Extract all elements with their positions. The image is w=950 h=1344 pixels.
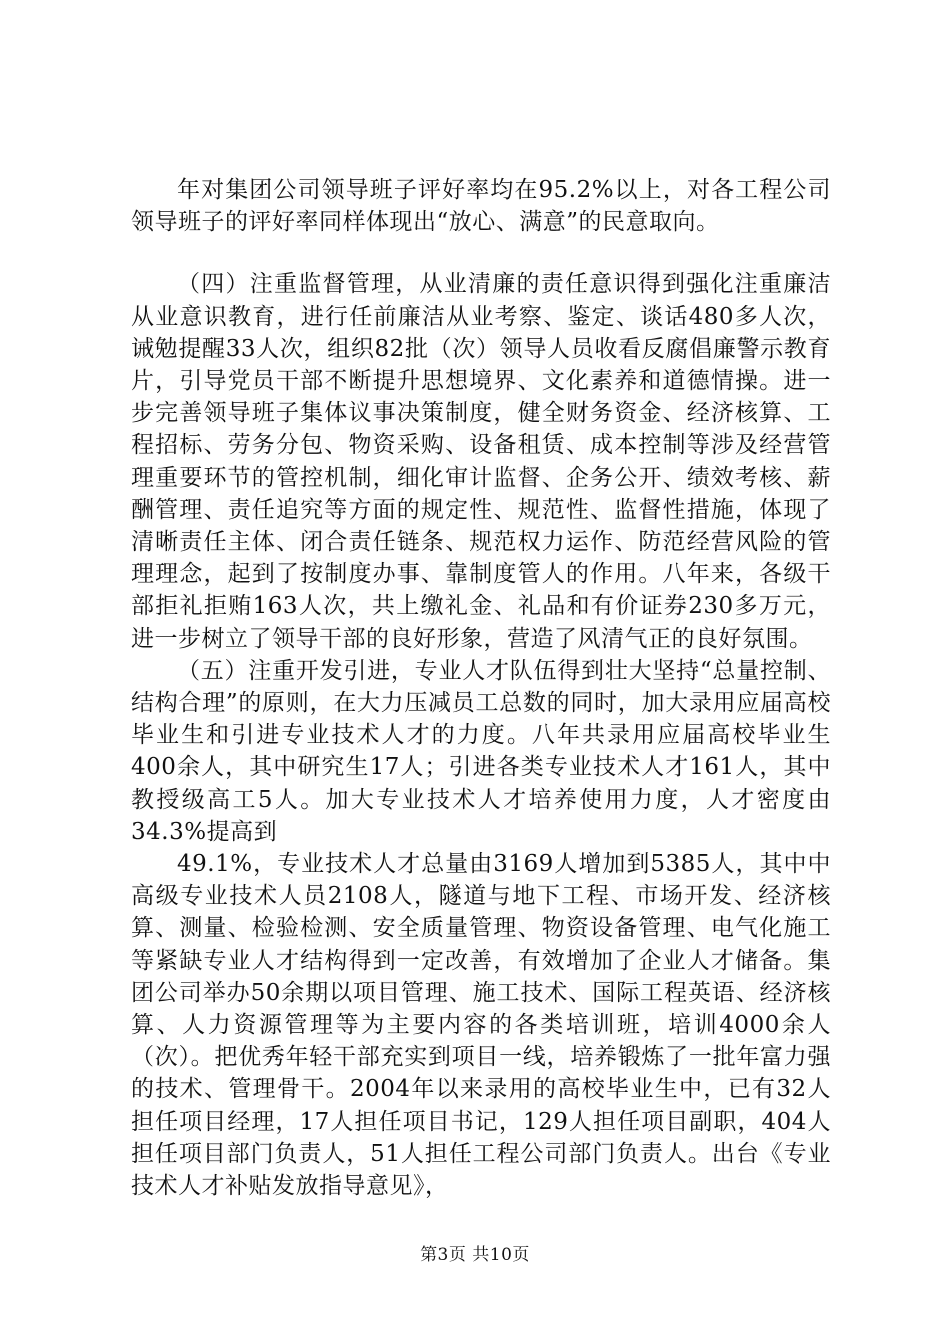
document-body xyxy=(131,174,831,1202)
paragraph-supervision-management: （四）注重监督管理，从业清廉的责任意识得到强化注重廉洁从业意识教育，进行任前廉洁从业考察、鉴定、谈话480多人次，诫勉提醒33人次，组织82批（次）领导人员收看反腐倡廉警示教育片，引导党员干部不断提升思想境界、文化素养和道德情操。进一步完善领导班子集体议事决策制度，健全财务资金、经济核算、工程招标、劳务分包、物资采购、设备租赁、成本控制等涉及经营管理重要环节的管控机制，细化审计监督、企务公开、绩效考核、薪酬管理、责任追究等方面的规定性、规范性、监督性措施，体现了清晰责任主体、闭合责任链条、规范权力运作、防范经营风险的管理理念，起到了按制度办事、靠制度管人的作用。八年来，各级干部拒礼拒贿163人次，共上缴礼金、礼品和有价证券230多万元，进一步树立了领导干部的良好形象，营造了风清气正的良好氛围。 xyxy=(131,271,831,652)
paragraph-talent-statistics: 49.1%，专业技术人才总量由3169人增加到5385人，其中中高级专业技术人员2108人，隧道与地下工程、市场开发、经济核算、测量、检验检测、安全质量管理、物资设备管理、电气化施工等紧缺专业人才结构得到一定改善，有效增加了企业人才储备。集团公司举办50余期以项目管理、施工技术、国际工程英语、经济核算、人力资源管理等为主要内容的各类培训班，培训4000余人（次）。把优秀年轻干部充实到项目一线，培养锻炼了一批年富力强的技术、管理骨干。2004年以来录用的高校毕业生中，已有32人担任项目经理，17人担任项目书记，129人担任项目副职，404人担任项目部门负责人，51人担任工程公司部门负责人。出台《专业技术人才补贴发放指导意见》， xyxy=(131,851,831,1200)
page-footer: 第3页 共10页 xyxy=(420,1245,530,1265)
paragraph-talent-development: （五）注重开发引进，专业人才队伍得到壮大坚持“总量控制、结构合理”的原则，在大力压减员工总数的同时，加大录用应届高校毕业生和引进专业技术人才的力度。八年共录用应届高校毕业生400余人，其中研究生17人；引进各类专业技术人才161人，其中教授级高工5人。加大专业技术人才培养使用力度，人才密度由34.3%提高到 xyxy=(131,657,831,845)
paragraph-leadership-rating: 年对集团公司领导班子评好率均在95.2%以上，对各工程公司领导班子的评好率同样体现出“放心、满意”的民意取向。 xyxy=(131,177,831,236)
